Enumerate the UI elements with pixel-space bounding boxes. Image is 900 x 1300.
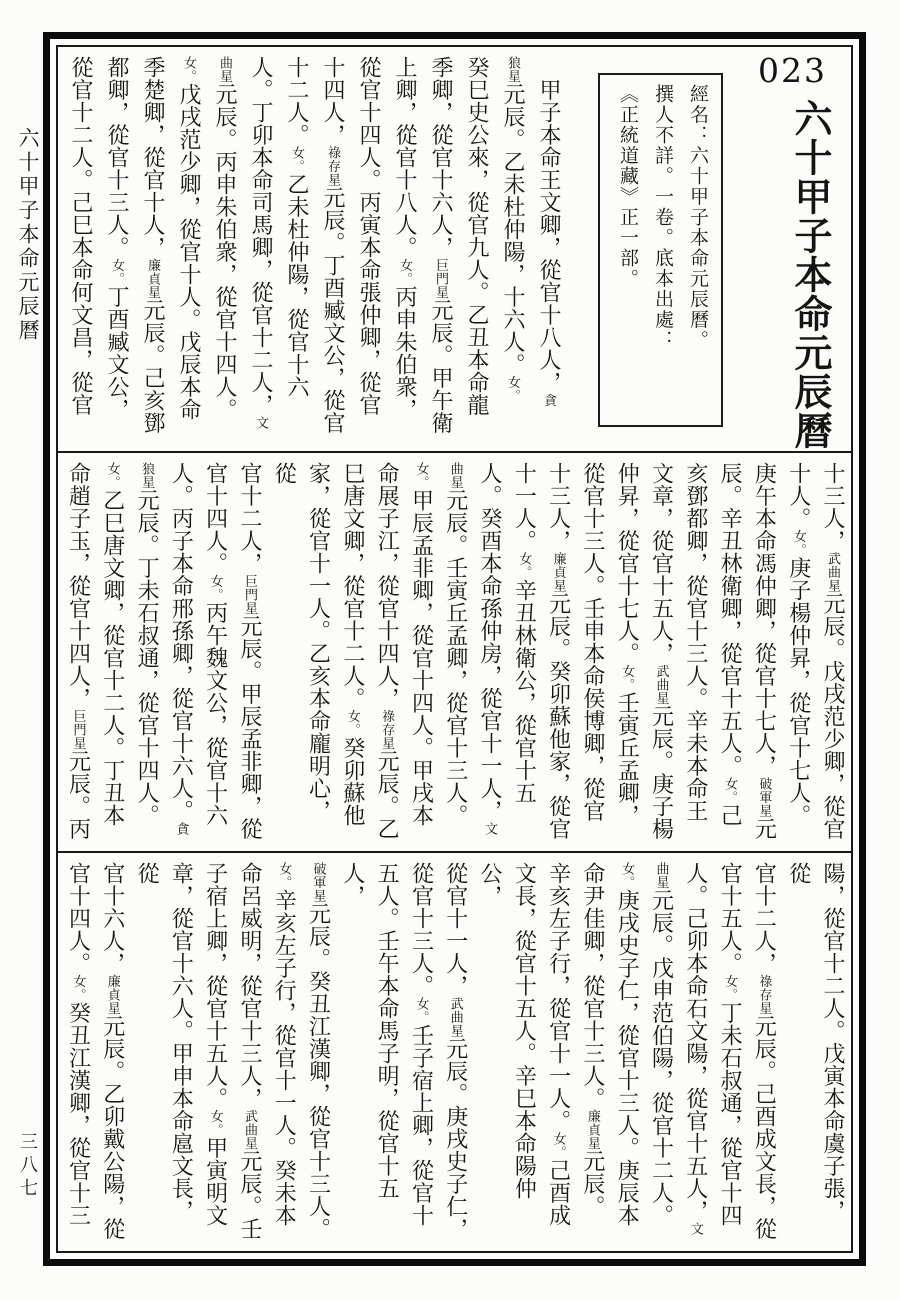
text-column [197,462,231,842]
annotation-small-text: 女。 [413,997,429,1024]
column-text: 命展子江，從官十四人， [374,462,400,710]
column-text: 巳唐文卿，從官十二人。 [339,462,365,710]
column-text: 庚午本命馮仲卿，從官十七人， [751,462,777,777]
annotation-small-text: 廉貞星 [584,1109,600,1150]
annotation-small-text: 女。 [722,974,738,1002]
text-column [678,462,712,842]
text-column [94,862,128,1242]
register-middle [58,453,851,851]
annotation-small-text: 女。 [397,258,412,286]
annotation-small-text: 武曲星 [241,1109,257,1150]
text-column [609,862,643,1242]
text-column [60,462,94,842]
text-column [350,56,386,442]
text-column [458,56,494,442]
text-column [242,56,278,442]
column-text: 章，從官十六人。甲申本命扈文長，從 [134,862,194,1222]
column-text: 甲寅明文 [202,1136,228,1227]
column-text: 元辰。戊戌范少卿，從官 [820,592,845,840]
column-text: 子宿上卿，從官十五人。 [202,862,228,1110]
annotation-small-text: 曲星 [653,862,669,889]
register-bottom [58,853,851,1251]
column-text: 己酉成 [545,1159,571,1227]
column-text: 乙巳唐文卿，從官十二人。丁丑本 [99,489,125,827]
column-text: 元辰。甲午衛 [428,299,453,434]
annotation-small-text: 女。 [516,552,532,579]
column-text: 元辰。丙 [65,750,91,840]
text-column [386,56,422,442]
text-column [60,862,94,1242]
annotation-small-text: 武曲星 [825,552,840,593]
column-text: 丁酉臧文公， [104,285,129,421]
text-column [129,862,198,1242]
annotation-small-text: 狼星 [139,462,155,489]
text-column [98,56,134,442]
catalog-code: 023 [758,51,827,90]
column-text: 己 [717,804,743,827]
column-text: 元辰。乙卯戴公陽，從 [99,1015,125,1240]
annotation-small-text: 女。 [413,462,429,489]
text-column [163,462,197,842]
column-text: 十二人。 [284,56,309,146]
column-text: 命尹佳卿，從官十三人。 [579,862,605,1110]
text-block-top [62,56,566,442]
annotation-small-text: 廉貞星 [550,552,566,593]
column-text: 辛亥左子行，從官十一人。 [545,862,571,1132]
text-column [472,862,541,1242]
column-text: 元辰。丁未石叔通，從官十四人。 [134,489,160,827]
column-text: 元辰。己亥鄧 [140,299,165,434]
annotation-small-text: 祿存星 [756,974,772,1015]
column-text: 元辰。戊申范伯陽，從官十二人。 [648,889,674,1227]
register-top [58,47,851,451]
text-column [197,862,231,1242]
text-column [437,862,471,1242]
column-text: 乙未杜仲陽，從官十六 [284,173,309,398]
column-text: 上卿，從官十八人。 [392,56,417,259]
text-column [575,462,609,842]
column-text: 元辰。癸丑江漢卿，從官十三人。 [305,902,331,1240]
annotation-small-text: 破軍星 [310,862,326,903]
column-text: 官十六人， [99,862,125,975]
text-column [369,462,403,842]
column-text: 季楚卿，從官十人， [140,56,165,259]
column-text: 人。丁卯本命司馬卿，從官十二人， [248,56,273,416]
text-column [472,462,506,842]
annotation-small-text: 女。 [722,777,738,804]
annotation-small-text: 女。 [181,56,196,83]
column-text: 十三人， [820,462,845,552]
column-text: 從官十二人。己巳本命何文昌，從官 [68,56,93,416]
annotation-small-text: 文 [482,822,498,836]
column-text: 元辰。丁酉臧文公，從官 [320,186,345,434]
text-column [422,56,458,442]
annotation-small-text: 女。 [550,1132,566,1159]
column-text: 丁未石叔通，從官十四 [717,1001,743,1227]
column-text: 丙申朱伯衆， [392,285,417,421]
column-text: 十人。 [785,462,811,530]
column-text: 命呂威明，從官十三人， [236,862,262,1110]
column-text: 癸丑江漢卿，從官十三 [65,1001,91,1227]
column-text: 元辰。壬寅丘孟卿，從官十三人。 [442,489,468,827]
text-column [314,56,350,442]
text-column [232,862,266,1242]
text-column [58,462,60,842]
column-text: 壬子宿上卿，從官十 [408,1024,434,1227]
column-text: 官十四人。 [65,862,91,975]
text-column [62,56,98,442]
column-text: 十三人， [545,462,571,552]
column-text: 元辰。乙未杜仲陽，十六人。 [500,83,525,376]
column-text: 庚子楊仲昇，從官十七人。 [785,556,811,827]
column-text: 癸巳史公來，從官九人。乙丑本命龍 [464,56,489,416]
annotation-small-text: 巨門星 [241,574,257,615]
column-text: 官十二人， [236,462,262,575]
annotation-small-text: 破軍星 [756,777,772,818]
annotation-small-text: 女。 [104,462,120,489]
column-text: 人。己卯本命石文陽，從官十五人， [682,862,708,1222]
column-text: 官十二人， [751,862,777,975]
colophon-line: 經名：六十甲子本命元辰曆。 [687,84,709,351]
column-text: 都卿，從官十三人。 [104,56,129,259]
annotation-small-text: 女。 [790,529,806,557]
annotation-small-text: 巨門星 [70,709,86,750]
column-text: 文長，從官十五人。辛巳本命陽仲公， [477,862,537,1200]
colophon-line: 《正統道藏》正一部。 [617,84,639,289]
annotation-small-text: 女。 [344,709,360,737]
column-text: 甲子本命王文卿，從官十八人， [536,56,561,394]
column-text: 陽，從官十二人。戊寅本命虞子張，從 [785,862,845,1222]
text-column [494,56,530,442]
text-column [300,862,334,1242]
annotation-small-text: 文 [253,416,268,430]
text-column [643,462,677,842]
column-text: 壬寅丘孟卿， [614,691,640,827]
text-column [746,862,780,1242]
inner-border-frame [56,45,853,1253]
column-text: 季卿，從官十六人， [428,56,453,259]
text-column [780,862,849,1242]
text-column [609,462,643,842]
column-text: 元辰。庚子楊 [648,705,674,840]
text-column [746,462,780,842]
column-text: 文章，從官十五人， [648,462,674,665]
column-text: 從官十一人， [442,862,468,997]
column-text: 人。癸酉本命孫仲房，從官十一人， [477,462,503,822]
colophon-line: 撰人不詳。一卷。底本出處： [652,84,674,351]
annotation-small-text: 貪 [173,822,189,836]
annotation-small-text: 女。 [289,146,304,173]
annotation-small-text: 女。 [70,974,86,1002]
column-text: 十一人。 [511,462,537,552]
column-text: 辛丑林衛公，從官十五 [511,579,537,804]
column-text: 元辰。甲辰孟非卿，從 [236,615,262,840]
text-column [643,862,677,1242]
annotation-small-text: 貪 [541,393,556,407]
text-column [266,462,335,842]
outer-border-frame [43,32,866,1266]
column-text: 元辰。乙 [374,750,400,840]
annotation-small-text: 女。 [505,375,520,403]
column-text: 辰。辛丑林衛卿，從官十五人。 [717,462,743,777]
column-text: 戊戌范少卿，從官十人。戊辰本命 [176,83,201,421]
text-column [232,462,266,842]
annotation-small-text: 文 [687,1222,703,1236]
column-text: 從官十三人。 [408,862,434,997]
column-text: 官十四人。 [202,462,228,575]
annotation-small-text: 女。 [619,664,635,692]
annotation-small-text: 女。 [109,258,124,286]
annotation-small-text: 女。 [207,574,223,602]
margin-running-title: 六十甲子本命元辰曆 [16,127,40,343]
text-column [134,56,170,442]
text-column [678,862,712,1242]
annotation-small-text: 廉貞星 [104,974,120,1015]
column-text: 亥鄧都卿，從官十三人。辛未本命王 [682,462,708,822]
annotation-small-text: 祿存星 [325,146,340,187]
column-text: 五人。壬午本命馬子明，從官十五人， [339,862,400,1200]
column-text: 元辰。丙申朱伯衆，從官十四人。 [212,83,237,421]
text-column [540,462,574,842]
text-block-middle [60,462,849,842]
text-column [335,462,369,842]
column-text: 從官十四人。丙寅本命張仲卿，從官 [356,56,381,416]
column-text: 從官十三人。壬申本命侯博卿，從官 [579,462,605,822]
column-text: 十四人， [320,56,345,146]
text-block-bottom [60,862,849,1242]
page-number: 三八七 [17,1132,38,1201]
annotation-small-text: 巨門星 [433,258,448,299]
text-column [94,462,128,842]
column-text: 癸卯蘇他 [339,736,365,827]
text-column [437,462,471,842]
column-text: 人。丙子本命邢孫卿，從官十六人。 [168,462,194,822]
text-column [540,862,574,1242]
column-text: 辛亥左子行，從官十一人。癸未本 [271,889,297,1227]
text-column [575,862,609,1242]
annotation-small-text: 曲星 [447,462,463,489]
column-text: 元 [751,817,777,840]
text-column [266,862,300,1242]
annotation-small-text: 曲星 [217,56,232,83]
column-text: 庚戌史子仁，從官十三人。庚辰本 [614,889,640,1227]
annotation-small-text: 武曲星 [653,664,669,705]
column-text: 元辰。癸卯蘇他家，從官 [545,592,571,840]
annotation-small-text: 祿存星 [379,709,395,750]
text-column [170,56,206,442]
text-column [712,462,746,842]
text-column [815,462,849,842]
annotation-small-text: 武曲星 [447,997,463,1038]
text-column [403,462,437,842]
column-text: 甲辰孟非卿，從官十四人。甲戌本 [408,489,434,827]
scripture-title: 六十甲子本命元辰曆 [788,99,833,450]
colophon-box [598,73,723,427]
text-column [129,462,163,842]
text-column [712,862,746,1242]
annotation-small-text: 女。 [619,862,635,889]
column-text: 家，從官十一人。乙亥本命龐明心，從 [271,462,331,822]
annotation-small-text: 女。 [276,862,292,889]
column-text: 元辰。庚戌史子仁， [442,1037,468,1240]
column-text: 命趙子玉，從官十四人， [65,462,91,710]
text-column [278,56,314,442]
column-text: 仲昇，從官十七人。 [614,462,640,665]
text-column [335,862,404,1242]
text-column [58,862,60,1242]
text-column [530,56,566,442]
column-text: 元辰。壬 [236,1150,262,1240]
annotation-small-text: 狼星 [505,56,520,83]
text-column [206,56,242,442]
column-text: 官十五人。 [717,862,743,975]
text-column [506,462,540,842]
text-column [780,462,814,842]
column-text: 元辰。己酉成文長，從 [751,1015,777,1240]
text-column [403,862,437,1242]
column-text: 丙午魏文公，從官十六 [202,601,228,827]
annotation-small-text: 女。 [207,1109,223,1137]
annotation-small-text: 廉貞星 [145,258,160,299]
column-text: 元辰。 [579,1150,605,1218]
